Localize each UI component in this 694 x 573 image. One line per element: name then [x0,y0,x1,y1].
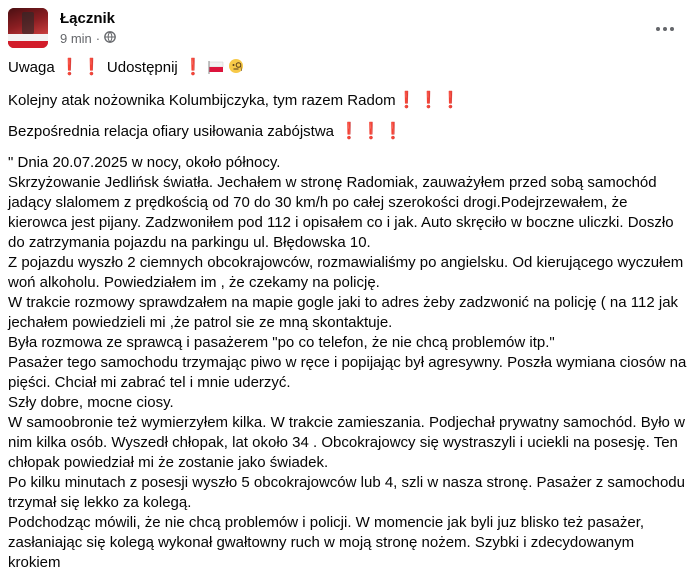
exclamation-icon: ❗ [81,59,102,76]
story-line: jechałem powiedzieli mi ,że patrol sie ze mną skontaktuje. [8,314,393,331]
exclamation-icon: ❗ [361,123,382,140]
post-story [8,153,688,573]
story-line: pięści. Chciał mi zabrać tel i mnie uderzyć. [8,374,291,391]
meta-separator: · [95,31,101,46]
page-avatar[interactable] [8,8,48,48]
exclamation-icon: ❗ [182,59,203,76]
poland-flag-icon [208,60,224,80]
more-options-icon[interactable] [654,18,676,40]
story-line: Podchodząc mówili, że nie chcą problemów i policji. W momencie jak byli juz blisko też pasażer, [8,514,645,531]
post-line-1: Uwaga ❗ ❗ Udostępnij ❗ [8,58,688,80]
post-line-2: Kolejny atak nożownika Kolumbijczyka, tym razem Radom❗ ❗ ❗ [8,92,461,109]
exclamation-icon: ❗ [383,123,403,140]
story-line: W trakcie rozmowy sprawdzałem na mapie gogle jaki to adres żeby zadzwonić na policję ( na 112 jak [8,294,679,311]
story-line: kierowca jest pijany. Zadzwoniłem pod 112 i opisałem co i jak. Auto skręciło w boczne uliczki. Doszło [8,214,674,231]
story-line: nim kilka osób. Wyszedł chłopak, lat około 34 . Obcokrajowcy się wystraszyli i uciekli na posesję. Ten [8,434,678,451]
page-name[interactable]: Łącznik [60,10,116,27]
post-line-3: Bezpośrednia relacja ofiary usiłowania zabójstwa ❗ ❗ ❗ [8,123,403,140]
story-line: Z pojazdu wyszło 2 ciemnych obcokrajowców, rozmawialiśmy po angielsku. Od kierującego wyczułem [8,254,684,271]
story-line: W samoobronie też wymierzyłem kilka. W trakcie zamieszania. Podjechał prywatny samochód. Było w [8,414,685,431]
exclamation-icon: ❗ [339,123,360,140]
story-line: Pasażer tego samochodu trzymając piwo w ręce i popijając był agresywny. Poszła wymiana ciosów na [8,354,687,371]
story-line: Szły dobre, mocne ciosy. [8,394,174,411]
exclamation-icon: ❗ [440,92,461,109]
story-line: zasłaniając się kolegą wykonał gwałtowny ruch w moją stronę nożem. Szybki i zdecydowanym krokiem [8,534,635,571]
story-line: Po kilku minutach z posesji wyszło 5 obcokrajowców lub 4, szli w nasza stronę. Pasażer z samochodu [8,474,685,491]
post-body [8,58,688,573]
post-time[interactable]: 9 min [60,31,92,46]
exclamation-icon: ❗ [59,59,80,76]
exclamation-icon: ❗ [418,92,439,109]
exclamation-icon: ❗ [396,92,417,109]
story-line: trzymał się lekko za kolegą. [8,494,192,511]
post-meta [60,31,116,46]
story-line: Skrzyżowanie Jedlińsk światła. Jechałem w stronę Radomiak, zauważyłem przed sobą samochód [8,174,657,191]
story-line: woń alkoholu. Powiedziałem im , że czekamy na policję. [8,274,380,291]
post-header [8,8,686,50]
story-line: jadący slalomem z prędkością od 70 do 30 km/h po całej szerokości drogi.Podejrzewałem, że [8,194,628,211]
globe-icon [104,31,116,46]
story-line: chłopak powiedział mi że zostanie jako świadek. [8,454,329,471]
monocle-face-icon [228,58,244,80]
story-line: Była rozmowa ze sprawcą i pasażerem "po co telefon, że nie chcą problemów itp." [8,334,555,351]
story-line: " Dnia 20.07.2025 w nocy, około północy. [8,154,281,171]
story-line: do zatrzymania pojazdu na parkingu ul. Błędowska 10. [8,234,371,251]
